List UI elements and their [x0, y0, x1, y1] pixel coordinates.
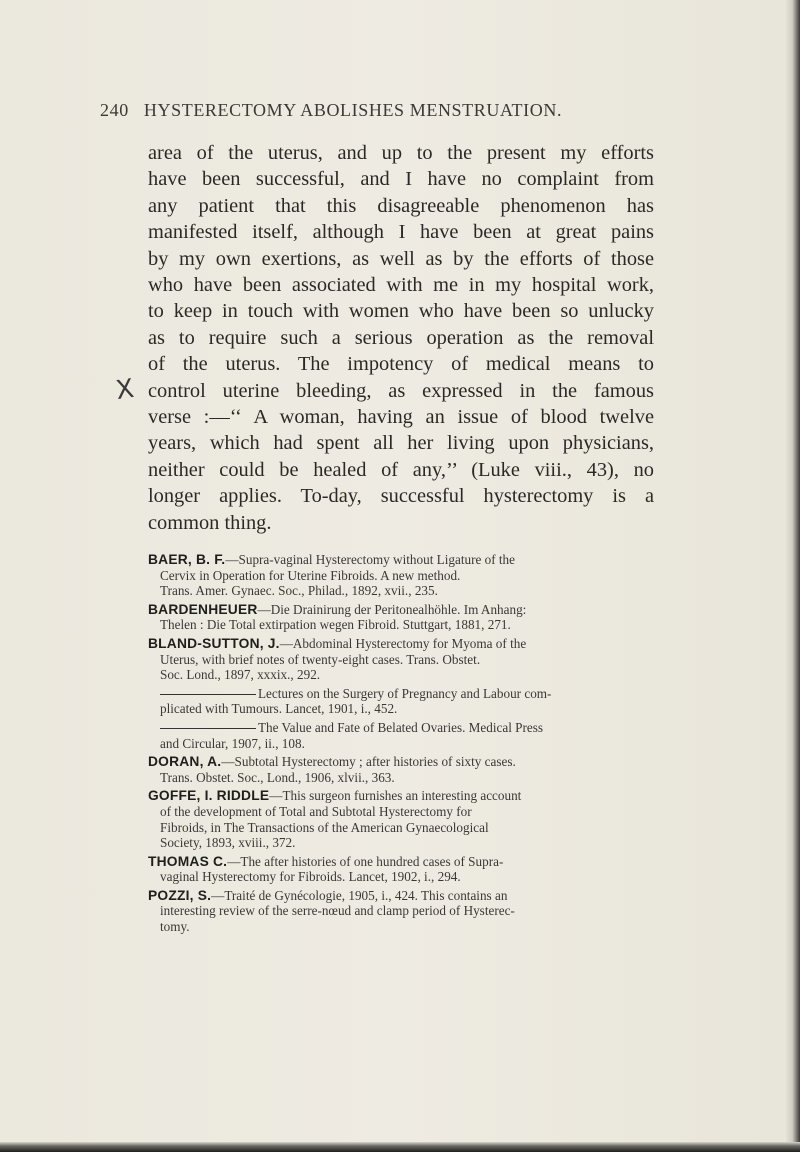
body-line: by my own exertions, as well as by the efforts of those: [148, 247, 654, 270]
reference-line: —Subtotal Hysterectomy ; after histories of sixty cases.: [221, 754, 516, 770]
reference-line: Cervix in Operation for Uterine Fibroids. A new method.: [160, 567, 461, 583]
reference-entry: [148, 636, 654, 683]
reference-line: —This surgeon furnishes an interesting account: [269, 788, 522, 804]
body-line: have been successful, and I have no complaint from: [148, 168, 654, 191]
body-line: common thing.: [148, 511, 272, 534]
reference-line: tomy.: [160, 919, 190, 935]
body-line: neither could be healed of any,’’ (Luke viii., 43), no: [148, 458, 654, 481]
reference-line: The Value and Fate of Belated Ovaries. Medical Press: [258, 719, 544, 735]
reference-line: Lectures on the Surgery of Pregnancy and Labour com-: [258, 685, 552, 701]
reference-author: BLAND-SUTTON, J.: [148, 635, 280, 651]
ditto-rule: [160, 728, 256, 729]
reference-line: Trans. Obstet. Soc., Lond., 1906, xlvii., 363.: [160, 769, 395, 785]
reference-entry: [148, 720, 654, 751]
body-line: who have been associated with me in my hospital work,: [148, 274, 654, 297]
reference-line: interesting review of the serre-nœud and clamp period of Hysterec-: [160, 903, 515, 919]
reference-line: plicated with Tumours. Lancet, 1901, i., 452.: [160, 701, 398, 717]
page-number: 240: [100, 100, 129, 120]
margin-annotation-mark: X: [113, 373, 136, 407]
reference-entry: [148, 754, 654, 785]
reference-line: Trans. Amer. Gynaec. Soc., Philad., 1892, xvii., 235.: [160, 583, 438, 599]
ditto-rule: [160, 694, 256, 695]
body-line: area of the uterus, and up to the present my efforts: [148, 142, 654, 164]
body-line: longer applies. To-day, successful hysterectomy is a: [148, 485, 654, 508]
reference-entry: [148, 552, 654, 599]
reference-entry: [148, 602, 654, 633]
reference-line: —Traité de Gynécologie, 1905, i., 424. This contains an: [211, 887, 508, 903]
reference-author: POZZI, S.: [148, 887, 212, 903]
page-bottom-shadow: [0, 1142, 800, 1152]
body-line: as to require such a serious operation as the removal: [148, 326, 654, 349]
reference-line: Thelen : Die Total extirpation wegen Fibroid. Stuttgart, 1881, 271.: [160, 617, 511, 633]
page-edge-shadow: [786, 0, 800, 1152]
body-line: years, which had spent all her living upon physicians,: [148, 432, 654, 455]
reference-author: GOFFE, I. RIDDLE: [148, 788, 270, 804]
bibliography: [148, 552, 654, 938]
reference-entry: [148, 888, 654, 935]
reference-line: of the development of Total and Subtotal Hysterectomy for: [160, 803, 472, 819]
reference-line: Soc. Lond., 1897, xxxix., 292.: [160, 667, 321, 683]
reference-author: BARDENHEUER: [148, 601, 258, 617]
reference-line: —The after histories of one hundred cases of Supra-: [227, 853, 504, 869]
reference-entry: [148, 686, 654, 717]
reference-line: and Circular, 1907, ii., 108.: [160, 735, 305, 751]
body-line: any patient that this disagreeable phenomenon has: [148, 194, 654, 217]
reference-line: Uterus, with brief notes of twenty-eight cases. Trans. Obstet.: [160, 651, 481, 667]
reference-line: —Die Drainirung der Peritonealhöhle. Im Anhang:: [257, 601, 527, 617]
reference-line: —Supra-vaginal Hysterectomy without Ligature of the: [225, 552, 516, 567]
body-line: of the uterus. The impotency of medical means to: [148, 353, 654, 376]
body-line: verse :—‘‘ A woman, having an issue of blood twelve: [148, 406, 654, 429]
reference-entry: [148, 854, 654, 885]
reference-line: Fibroids, in The Transactions of the American Gynaecological: [160, 819, 489, 835]
reference-author: BAER, B. F.: [148, 552, 226, 567]
body-line: manifested itself, although I have been at great pains: [148, 221, 654, 244]
reference-author: THOMAS C.: [148, 853, 228, 869]
body-line: to keep in touch with women who have been so unlucky: [148, 300, 654, 323]
running-title: HYSTERECTOMY ABOLISHES MENSTRUATION.: [143, 100, 563, 120]
body-paragraph: [148, 140, 654, 536]
reference-line: vaginal Hysterectomy for Fibroids. Lancet, 1902, i., 294.: [160, 869, 461, 885]
reference-entry: [148, 788, 654, 850]
running-header: [100, 100, 660, 121]
reference-author: DORAN, A.: [148, 754, 222, 770]
body-line: control uterine bleeding, as expressed in the famous: [148, 379, 654, 402]
reference-line: —Abdominal Hysterectomy for Myoma of the: [279, 635, 527, 651]
reference-line: Society, 1893, xviii., 372.: [160, 835, 296, 851]
